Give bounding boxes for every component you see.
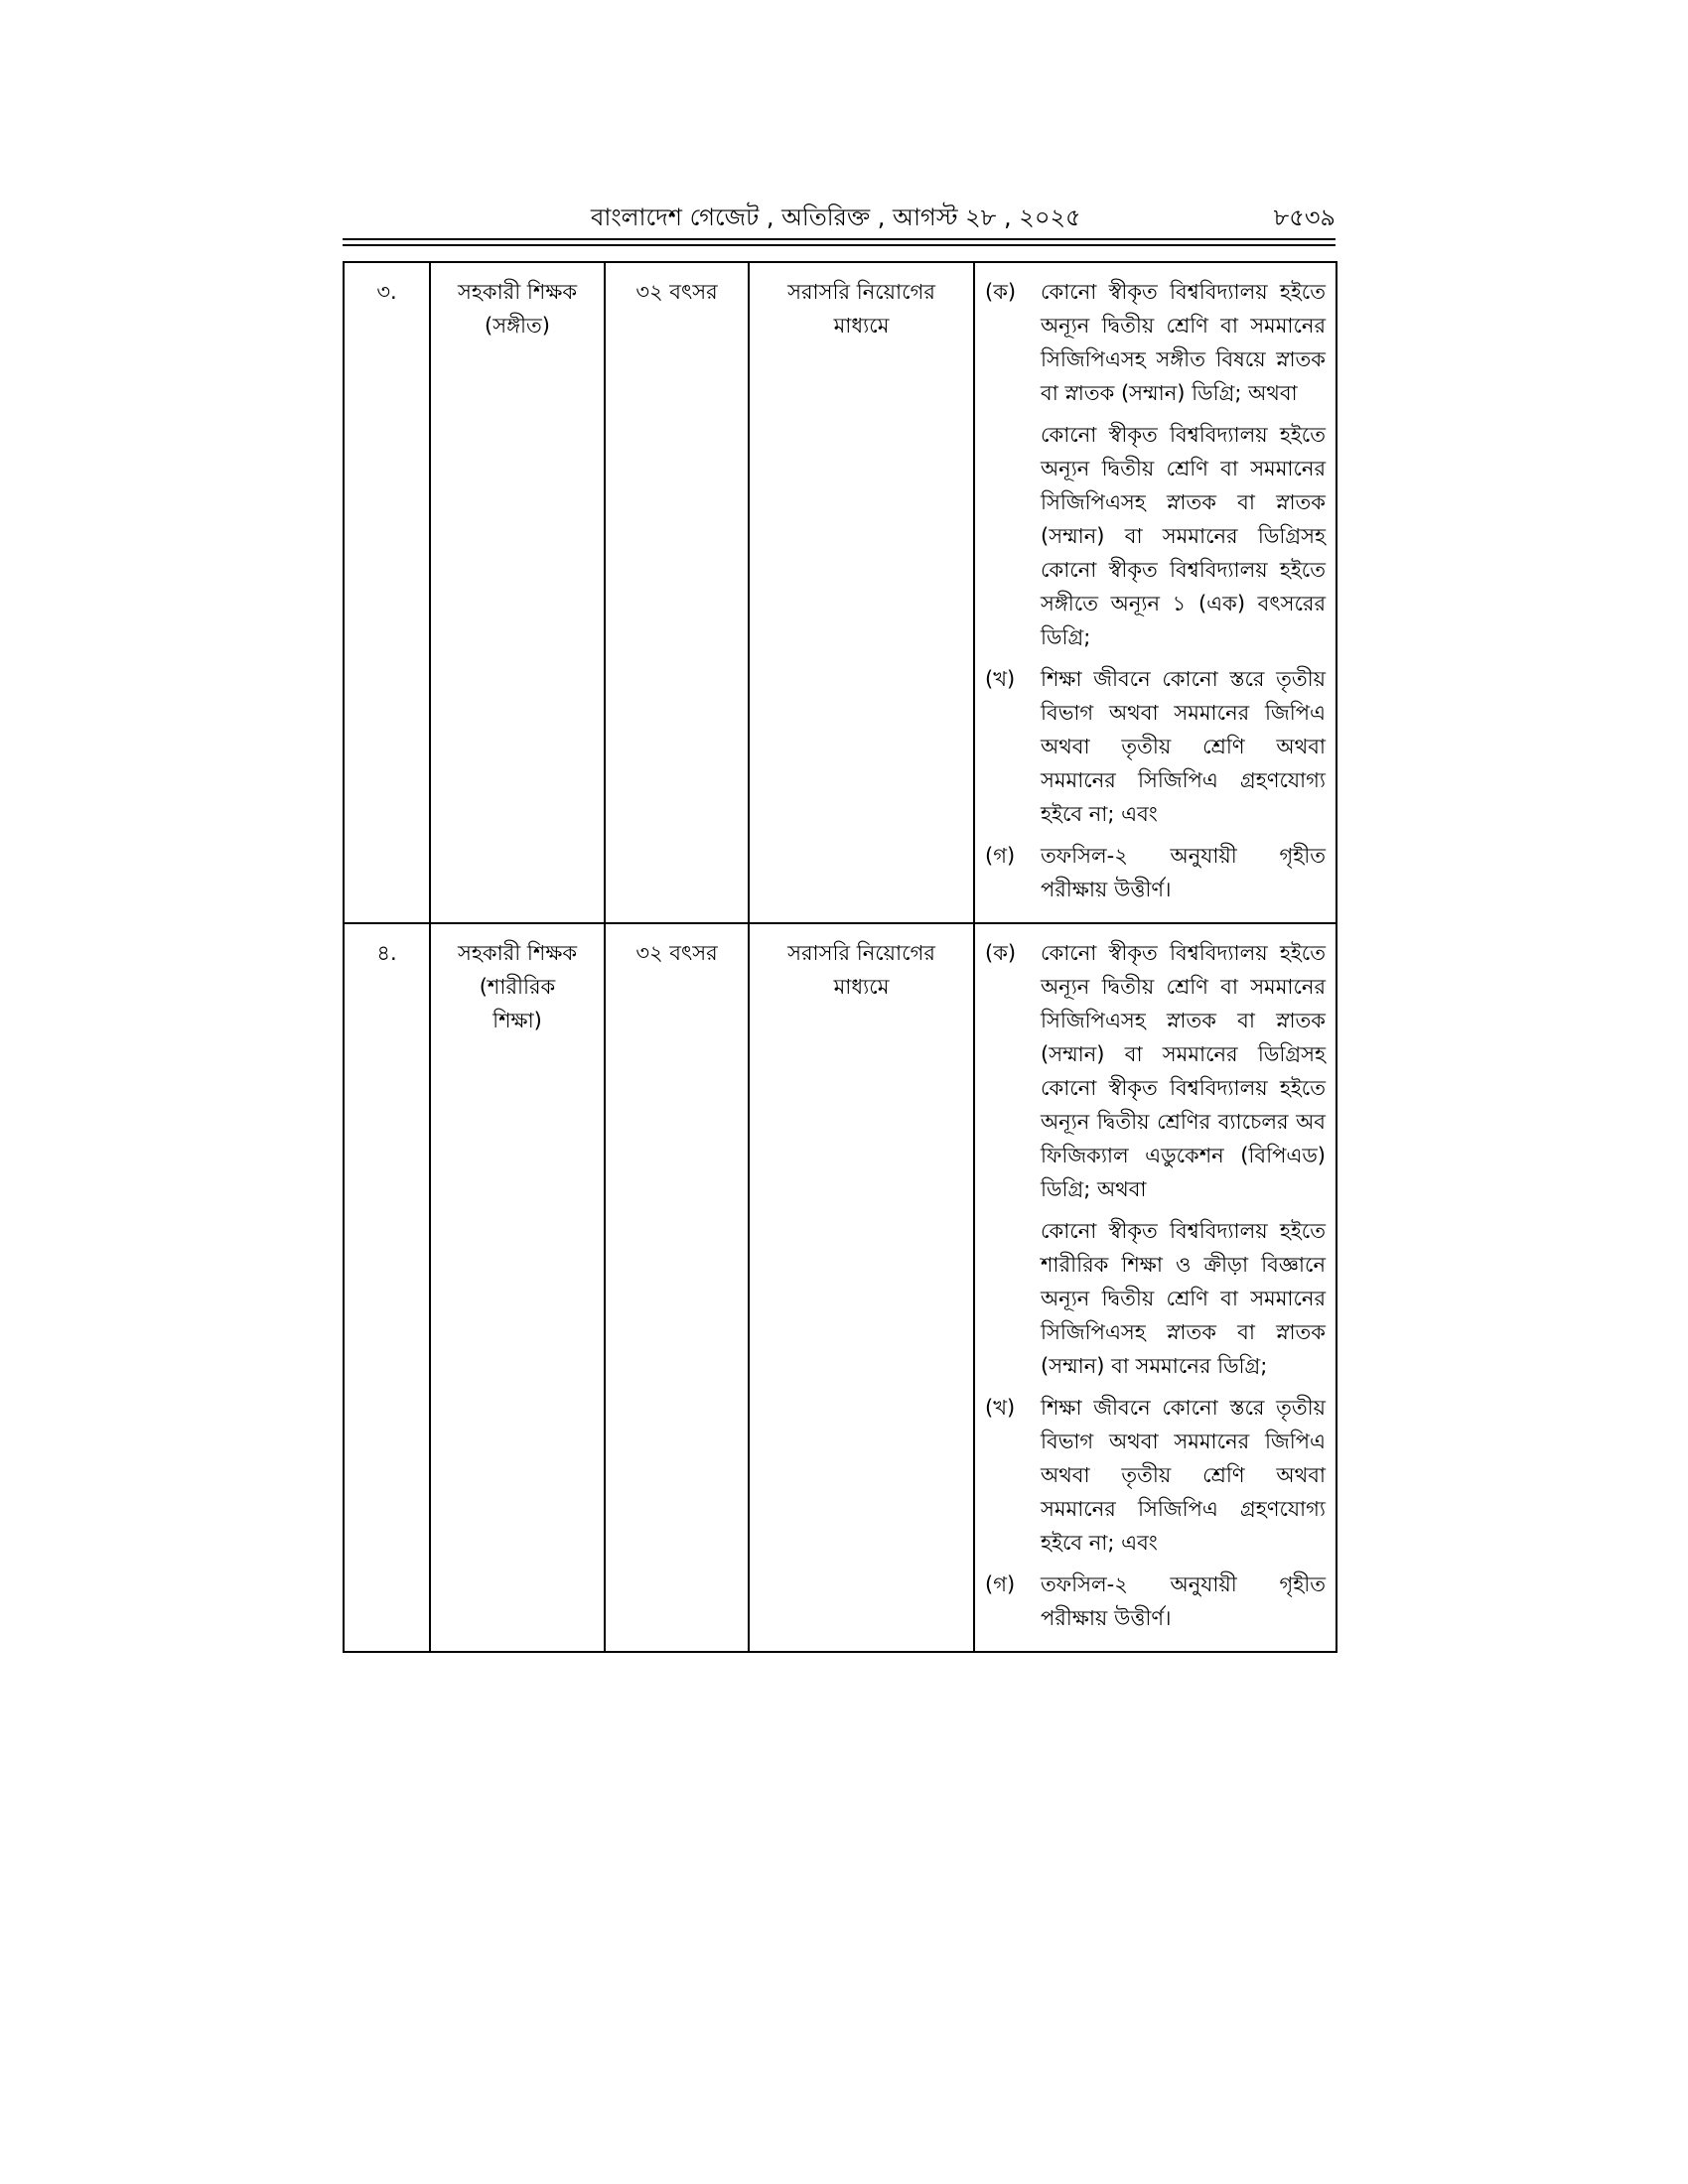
item-text: কোনো স্বীকৃত বিশ্ববিদ্যালয় হইতে অন্যূন দ্বিতীয় শ্রেণি বা সমমানের সিজিপিএসহ স্নাতক বা স্নাতক (সম্মান) বা সমমানের ডিগ্রিসহ কোনো স্বীকৃত বিশ্ববিদ্যালয় হইতে অন্যূন দ্বিতীয় শ্রেণির ব্যাচেলর অব ফিজিক্যাল এডুকেশন (বিপিএড) ডিগ্রি; অথবা [1041,941,1326,1201]
method-line: মাধ্যমে [833,975,890,999]
item-marker: (ক) [985,280,1017,304]
qualification-cell [974,923,1336,1652]
item-marker: (খ) [985,1396,1016,1420]
qualification-item [985,662,1326,831]
item-marker: (খ) [985,667,1016,691]
item-text: তফসিল-২ অনুযায়ী গৃহীত পরীক্ষায় উত্তীর্ণ। [1041,844,1326,901]
alternative-text: কোনো স্বীকৃত বিশ্ববিদ্যালয় হইতে অন্যূন দ্বিতীয় শ্রেণি বা সমমানের সিজিপিএসহ স্নাতক বা স্নাতক (সম্মান) বা সমমানের ডিগ্রিসহ কোনো স্বীকৃত বিশ্ববিদ্যালয় হইতে সঙ্গীতে অন্যূন ১ (এক) বৎসরের ডিগ্রি; [1041,423,1326,649]
age-cell [605,923,749,1652]
recruitment-table [343,261,1337,1653]
post-cell [430,262,605,923]
table-row [344,262,1336,923]
item-text: শিক্ষা জীবনে কোনো স্তরে তৃতীয় বিভাগ অথবা সমমানের জিপিএ অথবা তৃতীয় শ্রেণি অথবা সমমানের সিজিপিএ গ্রহণযোগ্য হইবে না; এবং [1041,1396,1326,1555]
post-subject: (সঙ্গীত) [485,314,550,338]
qualification-item [985,275,1326,410]
post-subject: শিক্ষা) [492,1009,542,1032]
gazette-title: বাংলাদেশ গেজেট , অতিরিক্ত , আগস্ট ২৮ , ২০২৫ [591,204,1081,231]
serial-cell [344,262,430,923]
qualification-cell [974,262,1336,923]
alternative-text: কোনো স্বীকৃত বিশ্ববিদ্যালয় হইতে শারীরিক শিক্ষা ও ক্রীড়া বিজ্ঞানে অন্যূন দ্বিতীয় শ্রেণি বা সমমানের সিজিপিএসহ স্নাতক বা স্নাতক (সম্মান) বা সমমানের ডিগ্রি; [1041,1219,1326,1378]
qualification-item [985,839,1326,906]
serial-cell [344,923,430,1652]
method-line: মাধ্যমে [833,314,890,338]
gazette-header [343,201,1336,234]
table-row [344,923,1336,1652]
post-subject: (শারীরিক [479,975,556,999]
item-marker: (গ) [985,844,1016,868]
header-rule-top [343,238,1336,240]
qualification-item [985,1391,1326,1560]
header-rule-bottom [343,244,1336,246]
age-limit: ৩২ বৎসর [635,280,718,304]
method-line: সরাসরি নিয়োগের [787,941,935,965]
method-line: সরাসরি নিয়োগের [787,280,935,304]
method-cell [749,923,974,1652]
item-text: শিক্ষা জীবনে কোনো স্তরে তৃতীয় বিভাগ অথবা সমমানের জিপিএ অথবা তৃতীয় শ্রেণি অথবা সমমানের সিজিপিএ গ্রহণযোগ্য হইবে না; এবং [1041,667,1326,826]
serial-number: ৩. [376,280,397,304]
qualification-item [985,936,1326,1206]
item-text: কোনো স্বীকৃত বিশ্ববিদ্যালয় হইতে অন্যূন দ্বিতীয় শ্রেণি বা সমমানের সিজিপিএসহ সঙ্গীত বিষয়ে স্নাতক বা স্নাতক (সম্মান) ডিগ্রি; অথবা [1041,280,1326,405]
item-marker: (গ) [985,1572,1016,1596]
post-cell [430,923,605,1652]
post-name: সহকারী শিক্ষক [457,280,578,304]
item-text: তফসিল-২ অনুযায়ী গৃহীত পরীক্ষায় উত্তীর্ণ। [1041,1572,1326,1630]
qualification-item [985,1568,1326,1635]
age-limit: ৩২ বৎসর [635,941,718,965]
post-name: সহকারী শিক্ষক [457,941,578,965]
serial-number: ৪. [376,941,397,965]
item-marker: (ক) [985,941,1017,965]
page-number: ৮৫৩৯ [1273,204,1336,231]
age-cell [605,262,749,923]
method-cell [749,262,974,923]
